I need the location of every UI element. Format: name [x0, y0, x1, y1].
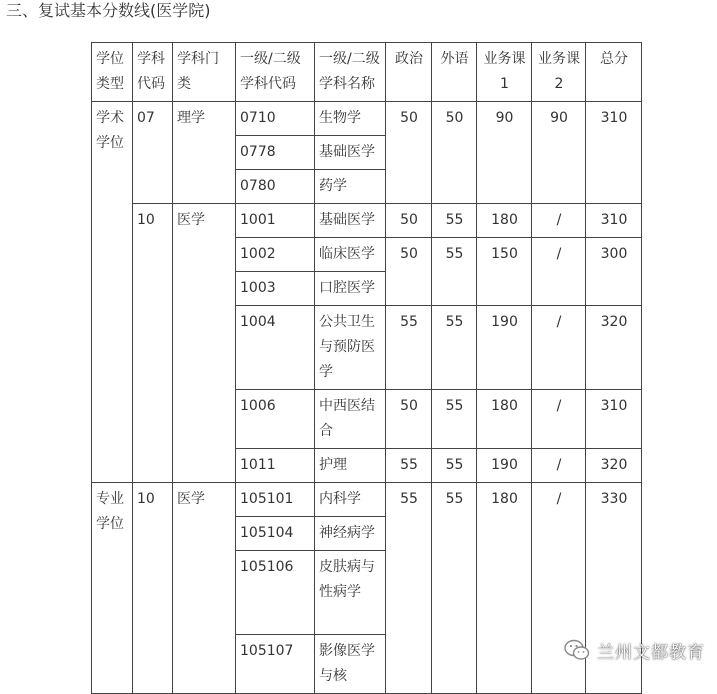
- score-foreign-language: 55: [432, 483, 477, 694]
- score-course2: /: [532, 204, 586, 238]
- discipline-code: 1001: [236, 204, 315, 238]
- table-row: [92, 483, 642, 517]
- score-total: 300: [586, 238, 642, 306]
- subject-category: 理学: [173, 102, 236, 204]
- discipline-code: 1004: [236, 306, 315, 390]
- discipline-code: 0710: [236, 102, 315, 136]
- score-foreign-language: 55: [432, 306, 477, 390]
- header-course1: 业务课1: [477, 43, 532, 102]
- header-total: 总分: [586, 43, 642, 102]
- discipline-code: 105101: [236, 483, 315, 517]
- header-discipline-code: 一级/二级学科代码: [236, 43, 315, 102]
- discipline-code: 1003: [236, 272, 315, 306]
- score-total: 310: [586, 102, 642, 204]
- score-course2: /: [532, 449, 586, 483]
- discipline-name: 药学: [315, 170, 386, 204]
- discipline-name: 口腔医学: [315, 272, 386, 306]
- score-politics: 55: [386, 306, 432, 390]
- discipline-name: 临床医学: [315, 238, 386, 272]
- discipline-name: 影像医学与核: [315, 635, 386, 694]
- discipline-name: 生物学: [315, 102, 386, 136]
- score-politics: 50: [386, 204, 432, 238]
- discipline-code: 0780: [236, 170, 315, 204]
- subject-category: 医学: [173, 483, 236, 694]
- subject-code: 10: [133, 204, 173, 483]
- degree-type-professional: 专业学位: [92, 483, 133, 694]
- score-foreign-language: 50: [432, 102, 477, 204]
- header-foreign-language: 外语: [432, 43, 477, 102]
- discipline-name: 中西医结合: [315, 390, 386, 449]
- table-row: [92, 204, 642, 238]
- score-politics: 55: [386, 483, 432, 694]
- score-course2: /: [532, 483, 586, 694]
- discipline-name: 基础医学: [315, 204, 386, 238]
- discipline-name: 基础医学: [315, 136, 386, 170]
- discipline-code: 105106: [236, 551, 315, 635]
- score-course1: 90: [477, 102, 532, 204]
- score-course2: /: [532, 306, 586, 390]
- score-course2: /: [532, 390, 586, 449]
- discipline-code: 0778: [236, 136, 315, 170]
- discipline-code: 1006: [236, 390, 315, 449]
- degree-type-academic: 学术学位: [92, 102, 133, 483]
- page-heading: 三、复试基本分数线(医学院): [6, 1, 211, 20]
- discipline-name: 皮肤病与性病学: [315, 551, 386, 635]
- score-politics: 55: [386, 449, 432, 483]
- score-course1: 180: [477, 483, 532, 694]
- score-total: 320: [586, 449, 642, 483]
- table-row: [92, 102, 642, 136]
- score-course1: 180: [477, 204, 532, 238]
- watermark-text: 兰州文都教育: [597, 642, 705, 663]
- wechat-icon: [563, 638, 591, 662]
- retest-score-table: [91, 42, 642, 694]
- discipline-code: 1011: [236, 449, 315, 483]
- score-politics: 50: [386, 390, 432, 449]
- score-course2: 90: [532, 102, 586, 204]
- header-politics: 政治: [386, 43, 432, 102]
- score-foreign-language: 55: [432, 390, 477, 449]
- discipline-name: 公共卫生与预防医学: [315, 306, 386, 390]
- header-degree-type: 学位类型: [92, 43, 133, 102]
- header-discipline-name: 一级/二级学科名称: [315, 43, 386, 102]
- score-total: 310: [586, 390, 642, 449]
- score-total: 310: [586, 204, 642, 238]
- score-total: 330: [586, 483, 642, 694]
- discipline-code: 1002: [236, 238, 315, 272]
- discipline-name: 神经病学: [315, 517, 386, 551]
- discipline-name: 护理: [315, 449, 386, 483]
- table-header-row: [92, 43, 642, 102]
- header-course2: 业务课2: [532, 43, 586, 102]
- score-course2: /: [532, 238, 586, 306]
- discipline-code: 105104: [236, 517, 315, 551]
- subject-code: 07: [133, 102, 173, 204]
- score-course1: 150: [477, 238, 532, 306]
- score-total: 320: [586, 306, 642, 390]
- subject-code: 10: [133, 483, 173, 694]
- score-politics: 50: [386, 102, 432, 204]
- discipline-code: 105107: [236, 635, 315, 694]
- score-politics: 50: [386, 238, 432, 306]
- score-foreign-language: 55: [432, 238, 477, 306]
- subject-category: 医学: [173, 204, 236, 483]
- score-foreign-language: 55: [432, 449, 477, 483]
- header-subject-category: 学科门类: [173, 43, 236, 102]
- score-course1: 190: [477, 449, 532, 483]
- discipline-name: 内科学: [315, 483, 386, 517]
- score-course1: 180: [477, 390, 532, 449]
- score-course1: 190: [477, 306, 532, 390]
- watermark: [563, 637, 705, 663]
- header-subject-code: 学科代码: [133, 43, 173, 102]
- score-foreign-language: 55: [432, 204, 477, 238]
